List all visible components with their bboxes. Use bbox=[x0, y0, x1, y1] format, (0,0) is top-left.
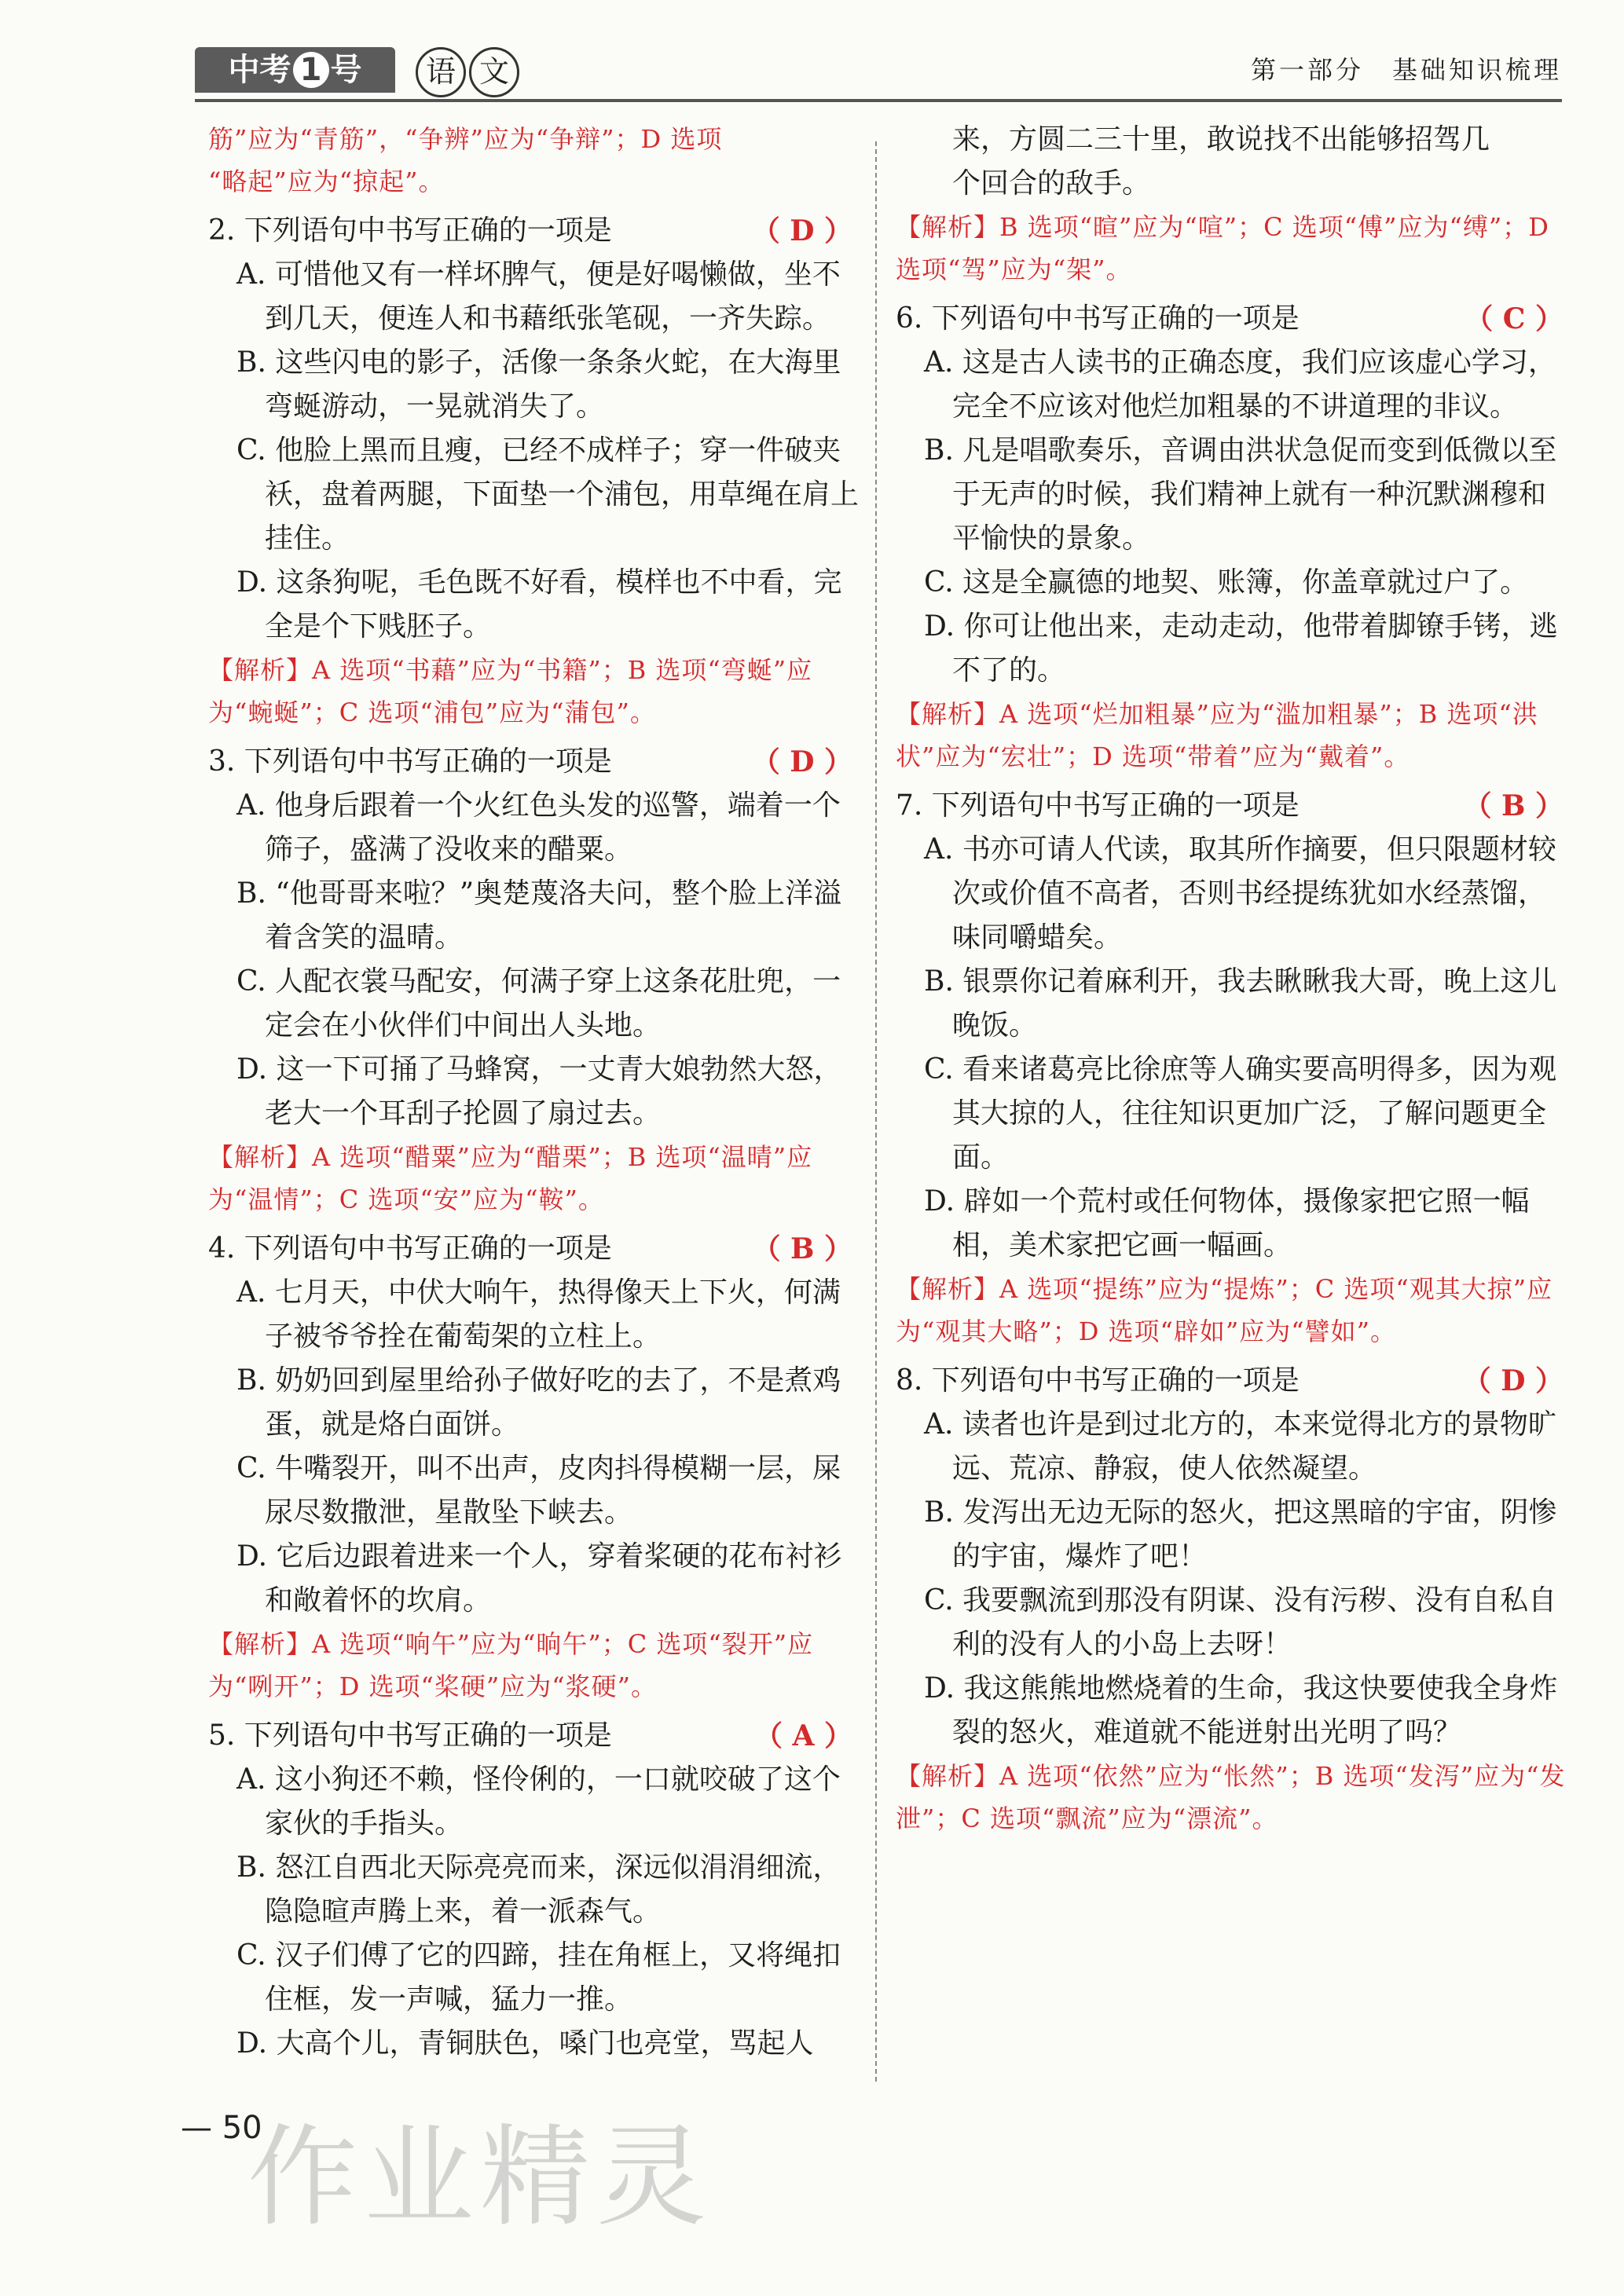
option-c: C. 汉子们傅了它的四蹄，挂在角框上，又将绳扣住框，发一声喊，猛力一推。 bbox=[236, 1939, 841, 2016]
question-5 bbox=[208, 1714, 860, 2066]
option-a: A. 他身后跟着一个火红色头发的巡警，端着一个筛子，盛满了没收来的醋粟。 bbox=[236, 789, 841, 866]
question-stem: 2. 下列语句中书写正确的一项是 bbox=[208, 214, 612, 247]
option-d: D. 这条狗呢，毛色既不好看，模样也不中看，完全是个下贱胚子。 bbox=[236, 566, 842, 643]
page-header bbox=[195, 33, 1562, 119]
question-stem: 3. 下列语句中书写正确的一项是 bbox=[208, 745, 612, 778]
option-c: C. 人配衣裳马配安，何满子穿上这条花肚兜，一定会在小伙伴们中间出人头地。 bbox=[236, 965, 841, 1042]
question-stem: 8. 下列语句中书写正确的一项是 bbox=[896, 1364, 1300, 1397]
brand-logo bbox=[195, 47, 395, 93]
analysis-note: 【解析】A 选项“醋粟”应为“醋栗”；B 选项“温晴”应为“温情”；C 选项“安”应为“鞍”。 bbox=[208, 1142, 813, 1214]
brand-text: 中考 bbox=[228, 52, 291, 88]
analysis-note: 【解析】A 选项“烂加粗暴”应为“滥加粗暴”；B 选项“洪状”应为“宏壮”；D 选项“带着”应为“戴着”。 bbox=[896, 699, 1538, 771]
option-c: C. 看来诸葛亮比徐庶等人确实要高明得多，因为观其大掠的人，往往知识更加广泛，了解问题更全面。 bbox=[924, 1053, 1557, 1174]
page-number: — 50 bbox=[181, 2110, 262, 2146]
q5-continuation-line-2: 个回合的敌手。 bbox=[952, 167, 1151, 200]
answer-mark: （ A ） bbox=[754, 1719, 852, 1752]
watermark: 作业精灵 bbox=[247, 2114, 713, 2242]
analysis-note: 【解析】A 选项“提练”应为“提炼”；C 选项“观其大掠”应为“观其大略”；D 选项“辟如”应为“譬如”。 bbox=[896, 1274, 1553, 1346]
subject-badge bbox=[409, 42, 526, 96]
option-c: C. 牛嘴裂开，叫不出声，皮肉抖得模糊一层，屎尿尽数撒泄，星散坠下峡去。 bbox=[236, 1452, 841, 1529]
option-d: D. 你可让他出来，走动走动，他带着脚镣手铐，逃不了的。 bbox=[924, 610, 1558, 687]
option-b: B. 发泻出无边无际的怒火，把这黑暗的宇宙，阴惨的宇宙，爆炸了吧！ bbox=[924, 1496, 1557, 1573]
option-a: A. 书亦可请人代读，取其所作摘要，但只限题材较次或价值不高者，否则书经提练犹如水经蒸馏，味同嚼蜡矣。 bbox=[924, 833, 1556, 954]
answer-mark: （ D ） bbox=[1462, 1364, 1564, 1397]
option-b: B. 凡是唱歌奏乐，音调由洪状急促而变到低微以至于无声的时候，我们精神上就有一种沉默渊穆和平愉快的景象。 bbox=[924, 434, 1557, 555]
analysis-note: 【解析】A 选项“依然”应为“怅然”；B 选项“发泻”应为“发泄”；C 选项“飘流”应为“漂流”。 bbox=[896, 1761, 1566, 1833]
option-d: D. 辟如一个荒村或任何物体，摄像家把它照一幅相，美术家把它画一幅画。 bbox=[924, 1185, 1530, 1262]
question-stem: 4. 下列语句中书写正确的一项是 bbox=[208, 1232, 612, 1265]
option-a: A. 这是古人读书的正确态度，我们应该虚心学习，完全不应该对他烂加粗暴的不讲道理的非议。 bbox=[924, 346, 1556, 423]
option-a: A. 可惜他又有一样坏脾气，便是好喝懒做，坐不到几天，便连人和书藉纸张笔砚，一齐失踪。 bbox=[236, 258, 841, 335]
section-title: 第一部分 基础知识梳理 bbox=[1250, 55, 1562, 85]
option-a: A. 这小狗还不赖，怪伶俐的，一口就咬破了这个家伙的手指头。 bbox=[236, 1763, 841, 1840]
option-c: C. 他脸上黑而且瘦，已经不成样子；穿一件破夹袄，盘着两腿，下面垫一个浦包，用草绳在肩上挂住。 bbox=[236, 434, 860, 555]
header-rule bbox=[195, 99, 1562, 102]
subject-char-2: 文 bbox=[469, 47, 519, 97]
option-b: B. 这些闪电的影子，活像一条条火蛇，在大海里弯蜒游动，一晃就消失了。 bbox=[236, 346, 841, 423]
intro-note-line-1: 筋”应为“青筋”，“争辨”应为“争辩”；D 选项 bbox=[208, 124, 723, 154]
question-7 bbox=[896, 784, 1571, 1353]
option-c: C. 我要飘流到那没有阴谋、没有污秽、没有自私自利的没有人的小岛上去呀！ bbox=[924, 1584, 1557, 1661]
left-column bbox=[208, 118, 860, 2066]
question-8 bbox=[896, 1359, 1571, 1840]
question-3 bbox=[208, 740, 860, 1221]
option-a: A. 读者也许是到过北方的，本来觉得北方的景物旷远、荒凉、静寂，使人依然凝望。 bbox=[924, 1408, 1556, 1485]
option-b: B. 银票你记着麻利开，我去瞅瞅我大哥，晚上这儿晚饭。 bbox=[924, 965, 1557, 1042]
question-stem: 5. 下列语句中书写正确的一项是 bbox=[208, 1719, 612, 1752]
brand-number: 1 bbox=[293, 52, 329, 88]
right-column bbox=[896, 118, 1571, 1840]
question-2 bbox=[208, 209, 860, 734]
q5-continuation-line-1: 来，方圆二三十里，敢说找不出能够招驾几 bbox=[952, 123, 1490, 156]
question-stem: 7. 下列语句中书写正确的一项是 bbox=[896, 789, 1300, 822]
analysis-note: 【解析】A 选项“响午”应为“晌午”；C 选项“裂开”应为“咧开”；D 选项“桨硬”应为“浆硬”。 bbox=[208, 1629, 814, 1701]
question-6 bbox=[896, 297, 1571, 778]
question-4 bbox=[208, 1227, 860, 1708]
intro-note-line-2: “略起”应为“掠起”。 bbox=[208, 167, 445, 196]
option-b: B. “他哥哥来啦？”奥楚蔑洛夫问，整个脸上洋溢着含笑的温晴。 bbox=[236, 877, 842, 954]
brand-suffix: 号 bbox=[330, 52, 362, 88]
option-d: D. 它后边跟着进来一个人，穿着桨硬的花布衬衫和敞着怀的坎肩。 bbox=[236, 1540, 842, 1617]
option-d: D. 大高个儿，青铜肤色，嗓门也亮堂，骂起人 bbox=[236, 2027, 814, 2060]
q5-analysis-note: 【解析】B 选项“暄”应为“喧”；C 选项“傅”应为“缚”；D 选项“驾”应为“架”。 bbox=[896, 212, 1549, 284]
option-a: A. 七月天，中伏大响午，热得像天上下火，何满子被爷爷拴在葡萄架的立柱上。 bbox=[236, 1276, 841, 1353]
answer-mark: （ B ） bbox=[1463, 789, 1564, 822]
subject-char-1: 语 bbox=[416, 47, 466, 97]
question-stem: 6. 下列语句中书写正确的一项是 bbox=[896, 302, 1300, 335]
answer-mark: （ C ） bbox=[1465, 302, 1564, 335]
answer-mark: （ B ） bbox=[752, 1232, 852, 1265]
option-d: D. 这一下可捅了马蜂窝，一丈青大娘勃然大怒，老大一个耳刮子抡圆了扇过去。 bbox=[236, 1053, 842, 1130]
option-b: B. 奶奶回到屋里给孙子做好吃的去了，不是煮鸡蛋，就是烙白面饼。 bbox=[236, 1364, 841, 1441]
option-d: D. 我这熊熊地燃烧着的生命，我这快要使我全身炸裂的怒火，难道就不能迸射出光明了吗？ bbox=[924, 1672, 1558, 1749]
answer-mark: （ D ） bbox=[751, 214, 852, 247]
column-divider bbox=[875, 141, 877, 2082]
option-b: B. 怒江自西北天际亮亮而来，深远似涓涓细流，隐隐暄声腾上来，着一派森气。 bbox=[236, 1851, 841, 1928]
analysis-note: 【解析】A 选项“书藉”应为“书籍”；B 选项“弯蜒”应为“蜿蜒”；C 选项“浦包”应为“蒲包”。 bbox=[208, 655, 813, 727]
answer-mark: （ D ） bbox=[751, 745, 852, 778]
option-c: C. 这是全赢德的地契、账簿，你盖章就过户了。 bbox=[924, 566, 1529, 599]
